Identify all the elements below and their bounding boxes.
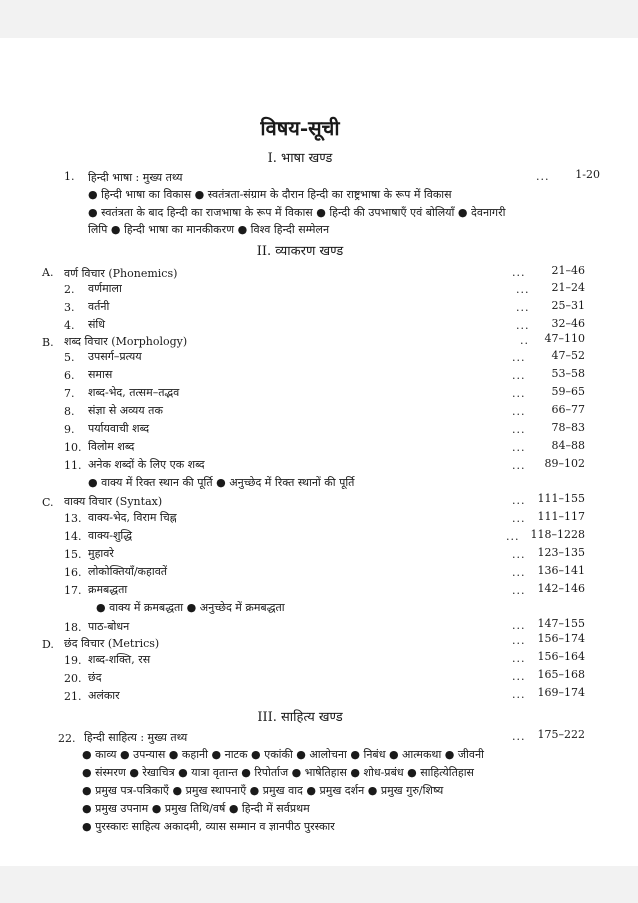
- entry-title: वाक्य-शुद्धि: [88, 529, 133, 542]
- entry-pages: 169–174: [537, 686, 585, 699]
- entry-pages: 78–83: [551, 421, 585, 434]
- bullet-line: ● संस्मरण ● रेखाचित्र ● यात्रा वृतान्त ● रिपोर्ताज ● भाषेतिहास ● शोध-प्रबंध ● साहित्येतिहास: [82, 766, 474, 779]
- entry-number: 2.: [64, 283, 75, 296]
- entry-leader: ...: [512, 548, 526, 561]
- document-page: [0, 38, 638, 866]
- entry-number: 3.: [64, 301, 75, 314]
- entry-pages: 32–46: [551, 317, 585, 330]
- category-letter: C.: [42, 496, 54, 509]
- entry-title: वर्तनी: [88, 300, 110, 313]
- entry-pages: 47–110: [544, 332, 585, 345]
- entry-pages: 21–46: [551, 264, 585, 277]
- entry-pages: 156–174: [537, 632, 585, 645]
- entry-title: हिन्दी साहित्य : मुख्य तथ्य: [84, 731, 188, 744]
- entry-pages: 156–164: [537, 650, 585, 663]
- entry-number: 20.: [64, 672, 82, 685]
- entry-pages: 136–141: [537, 564, 585, 577]
- entry-pages: 47–52: [551, 349, 585, 362]
- entry-pages: 59–65: [551, 385, 585, 398]
- category-title: छंद विचार (Metrics): [64, 637, 160, 650]
- entry-title: वर्णमाला: [88, 282, 122, 295]
- category-letter: B.: [42, 336, 54, 349]
- entry-leader: ...: [512, 387, 526, 400]
- entry-title: वाक्य-भेद, विराम चिह्न: [88, 511, 177, 524]
- entry-leader: ...: [512, 670, 526, 683]
- entry-title: अनेक शब्दों के लिए एक शब्द: [88, 458, 205, 471]
- entry-pages: 1-20: [575, 168, 600, 181]
- entry-number: 7.: [64, 387, 75, 400]
- entry-title: समास: [88, 368, 113, 381]
- bullet-line: ● वाक्य में क्रमबद्धता ● अनुच्छेद में क्रमबद्धता: [96, 601, 285, 614]
- entry-pages: 165–168: [537, 668, 585, 681]
- entry-leader: ...: [512, 688, 526, 701]
- entry-title: छंद: [88, 671, 102, 684]
- entry-pages: 142–146: [537, 582, 585, 595]
- entry-pages: 147–155: [537, 617, 585, 630]
- entry-number: 11.: [64, 459, 82, 472]
- category-title: वर्ण विचार (Phonemics): [64, 267, 178, 280]
- entry-pages: 111–117: [537, 510, 585, 523]
- entry-number: 9.: [64, 423, 75, 436]
- entry-leader: ...: [512, 584, 526, 597]
- entry-leader: ...: [512, 266, 526, 279]
- entry-leader: ...: [512, 405, 526, 418]
- entry-title: विलोम शब्द: [88, 440, 135, 453]
- entry-leader: ..: [520, 334, 529, 347]
- section-heading-vyakaran: II. व्याकरण खण्ड: [256, 244, 344, 259]
- entry-leader: ...: [512, 351, 526, 364]
- entry-pages: 111–155: [537, 492, 585, 505]
- category-letter: A.: [42, 266, 54, 279]
- entry-leader: ...: [512, 441, 526, 454]
- entry-number: 16.: [64, 566, 82, 579]
- entry-leader: ...: [512, 566, 526, 579]
- entry-title: लोकोक्तियाँ/कहावतें: [88, 565, 168, 578]
- entry-title: मुहावरे: [88, 547, 114, 560]
- entry-number: 17.: [64, 584, 82, 597]
- entry-leader: ...: [506, 530, 520, 543]
- entry-number: 13.: [64, 512, 82, 525]
- entry-title: शब्द-भेद, तत्सम–तद्भव: [88, 386, 180, 399]
- bullet-line: लिपि ● हिन्दी भाषा का मानकीकरण ● विश्व हिन्दी सम्मेलन: [88, 223, 330, 236]
- entry-number: 22.: [58, 732, 76, 745]
- entry-title: उपसर्ग–प्रत्यय: [88, 350, 142, 363]
- bullet-line: ● प्रमुख पत्र-पत्रिकाएँ ● प्रमुख स्थापनाएँ ● प्रमुख वाद ● प्रमुख दर्शन ● प्रमुख गुरु/शिष्य: [82, 784, 444, 797]
- entry-pages: 84–88: [551, 439, 585, 452]
- entry-leader: ...: [512, 512, 526, 525]
- bullet-line: ● काव्य ● उपन्यास ● कहानी ● नाटक ● एकांकी ● आलोचना ● निबंध ● आत्मकथा ● जीवनी: [82, 748, 484, 761]
- page-title: विषय-सूची: [260, 116, 340, 140]
- entry-leader: ...: [516, 283, 530, 296]
- entry-title: क्रमबद्धता: [88, 583, 128, 596]
- category-title: वाक्य विचार (Syntax): [64, 495, 163, 508]
- entry-number: 6.: [64, 369, 75, 382]
- entry-leader: ...: [512, 423, 526, 436]
- entry-number: 14.: [64, 530, 82, 543]
- entry-pages: 118–1228: [530, 528, 585, 541]
- entry-pages: 21–24: [551, 281, 585, 294]
- entry-leader: ...: [512, 652, 526, 665]
- entry-number: 18.: [64, 621, 82, 634]
- entry-leader: ...: [512, 369, 526, 382]
- entry-leader: ...: [516, 301, 530, 314]
- entry-number: 10.: [64, 441, 82, 454]
- entry-title: संज्ञा से अव्यय तक: [88, 404, 163, 417]
- category-title: शब्द विचार (Morphology): [64, 335, 188, 348]
- entry-number: 4.: [64, 319, 75, 332]
- entry-title: शब्द-शक्ति, रस: [88, 653, 151, 666]
- bullet-line: ● स्वतंत्रता के बाद हिन्दी का राजभाषा के रूप में विकास ● हिन्दी की उपभाषाएँ एवं बोलियाँ ● देवनागरी: [88, 206, 506, 219]
- entry-pages: 89–102: [544, 457, 585, 470]
- entry-number: 19.: [64, 654, 82, 667]
- entry-leader: ...: [512, 634, 526, 647]
- category-letter: D.: [42, 638, 54, 651]
- entry-leader: ...: [512, 494, 526, 507]
- entry-title: संधि: [88, 318, 106, 331]
- entry-title: पाठ-बोधन: [88, 620, 130, 633]
- section-heading-sahitya: III. साहित्य खण्ड: [257, 710, 343, 725]
- entry-title: हिन्दी भाषा : मुख्य तथ्य: [88, 171, 183, 184]
- bullet-line: ● हिन्दी भाषा का विकास ● स्वतंत्रता-संग्राम के दौरान हिन्दी का राष्ट्रभाषा के रूप में विकास: [88, 188, 452, 201]
- section-heading-bhasha: I. भाषा खण्ड: [267, 151, 333, 166]
- entry-number: 5.: [64, 351, 75, 364]
- entry-leader: ...: [516, 319, 530, 332]
- bullet-line: ● वाक्य में रिक्त स्थान की पूर्ति ● अनुच्छेद में रिक्त स्थानों की पूर्ति: [88, 476, 355, 489]
- entry-pages: 66–77: [551, 403, 585, 416]
- entry-title: अलंकार: [88, 689, 120, 702]
- entry-leader: ...: [512, 459, 526, 472]
- entry-pages: 175–222: [537, 728, 585, 741]
- entry-leader: ...: [536, 170, 550, 183]
- entry-pages: 53–58: [551, 367, 585, 380]
- entry-leader: ...: [512, 730, 526, 743]
- entry-number: 8.: [64, 405, 75, 418]
- entry-number: 1.: [64, 170, 75, 183]
- entry-title: पर्यायवाची शब्द: [88, 422, 150, 435]
- bullet-line: ● पुरस्कारः साहित्य अकादमी, व्यास सम्मान व ज्ञानपीठ पुरस्कार: [82, 820, 335, 833]
- entry-number: 21.: [64, 690, 82, 703]
- entry-leader: ...: [512, 619, 526, 632]
- bullet-line: ● प्रमुख उपनाम ● प्रमुख तिथि/वर्ष ● हिन्दी में सर्वप्रथम: [82, 802, 310, 815]
- entry-pages: 123–135: [537, 546, 585, 559]
- entry-number: 15.: [64, 548, 82, 561]
- entry-pages: 25–31: [551, 299, 585, 312]
